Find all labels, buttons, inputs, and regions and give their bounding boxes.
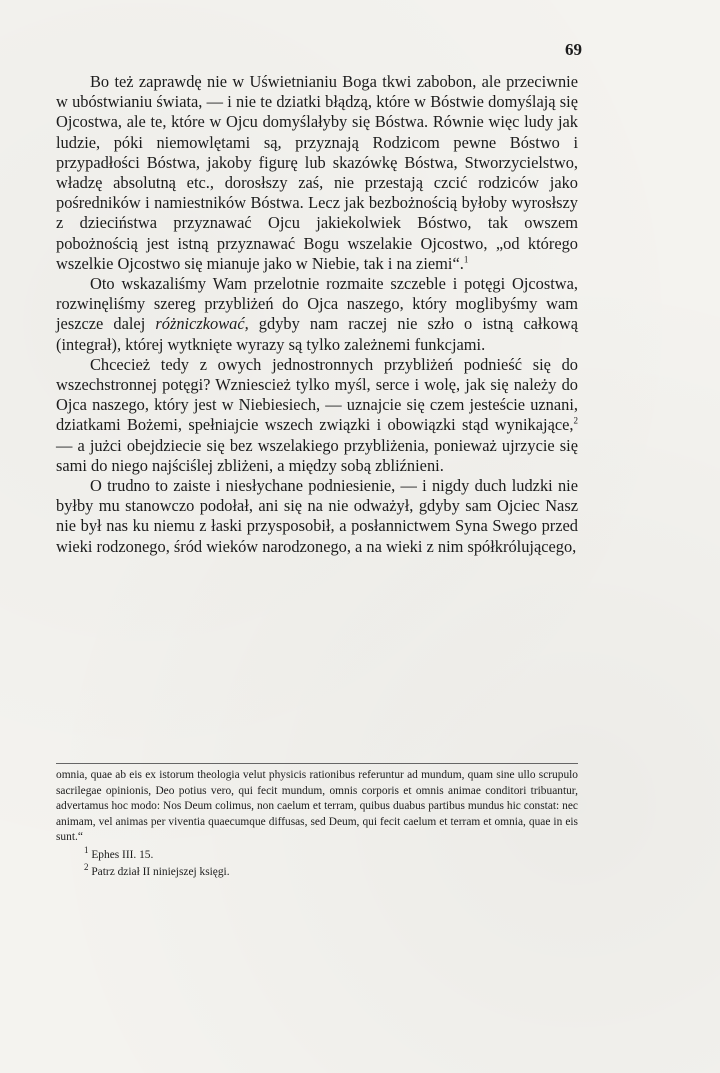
italic-term: różniczkować, (155, 314, 249, 334)
footnote-ref-2: 2 (573, 415, 578, 426)
footnote-2: $^2$ Patrz dział II niniejszej księgi. (84, 862, 230, 878)
paragraph-2: Oto wskazaliśmy Wam przelotnie rozmaite szczeble i potęgi Ojcostwa, rozwinęliśmy szereg przybliżeń do Ojca naszego, który moglibyśmy wam jeszcze dalej różniczkować, gdyby nam raczej nie szło o istną całkową (integrał), której wytknięte wyrazy są tylko zależnemi funkcjami. (56, 274, 578, 354)
footnote-continuation: omnia, quae ab eis ex istorum theologia velut physicis rationibus referuntur ad mundum, quam sine ullo scrupulo sacrilegae opinionis, Deo potius vero, qui fecit mundum, omnis corporis et omnis animae conditori tribuantur, advertamus hoc modo: Nos Deum colimus, non caelum et terram, quibus duabus partibus mundus hic constat: nec animam, vel animas per viventia quaecumque diffusas, sed Deum, qui fecit caelum et terram et omnia, quae in eis sunt.“ (56, 769, 578, 844)
footnote-divider (56, 763, 578, 764)
footnote-ref-1: 1 (463, 254, 469, 265)
footnote-1: $^1$ Ephes III. 15. (84, 845, 154, 861)
paragraph-1: Bo też zaprawdę nie w Uświetnianiu Boga tkwi zabobon, ale przeciwnie w ubóstwianiu świata, — i nie te dziatki błądzą, które w Bóstwie domyślają się Ojcostwa, ale te, które w Ojcu domyślałyby się Bóstwa. Równie więc ludy jak ludzie, póki niemowlętami są, przyznają Rodzicom pewne Bóstwo i przypadłości Bóstwa, jakoby figurę lub skazówkę Bóstwa, Stworzycielstwo, władzę absolutną etc., dorosłszy zaś, nie przestają czcić rodziców jako pośredników i namiestników Bóstwa. Lecz jak bezbożnością byłoby wyrosłszy z dzieciństwa przyznawać Ojcu jakiekolwiek Bóstwo, tak owszem pobożnością jest istną przyznawać Bogu wszelakie Ojcostwo, „od którego wszelkie Ojcostwo się mianuje jako w Niebie, tak i na ziemi“.$^1$ (56, 72, 578, 273)
page-number: 69 (565, 40, 582, 59)
main-text (56, 72, 578, 557)
paragraph-4: O trudno to zaiste i niesłychane podniesienie, — i nigdy duch ludzki nie byłby mu stanowczo podołał, ani się na nie odważył, gdyby sam Ojciec Nasz nie był nas ku niemu z łaski przysposobił, a posłannictwem Syna Swego przed wieki rodzonego, śród wieków narodzonego, a na wieki z nim spółkrólującego, (56, 476, 578, 556)
footnotes (56, 768, 578, 880)
paragraph-3: Chcecież tedy z owych jednostronnych przybliżeń podnieść się do wszechstronnej potęgi? Wzniescież tylko myśl, serce i wolę, jak się należy do Ojca naszego, który jest w Niebiesiech, — uznajcie się czem jesteście uznani, dziatkami Bożemi, spełniajcie wszech związki i obowiązki stąd wynikające,$^2$ — a jużci obejdziecie się bez wszelakiego przybliżenia, ponieważ ujrzycie się sami do niego najściślej zbliżeni, a między sobą zbliźnieni. (56, 354, 578, 475)
